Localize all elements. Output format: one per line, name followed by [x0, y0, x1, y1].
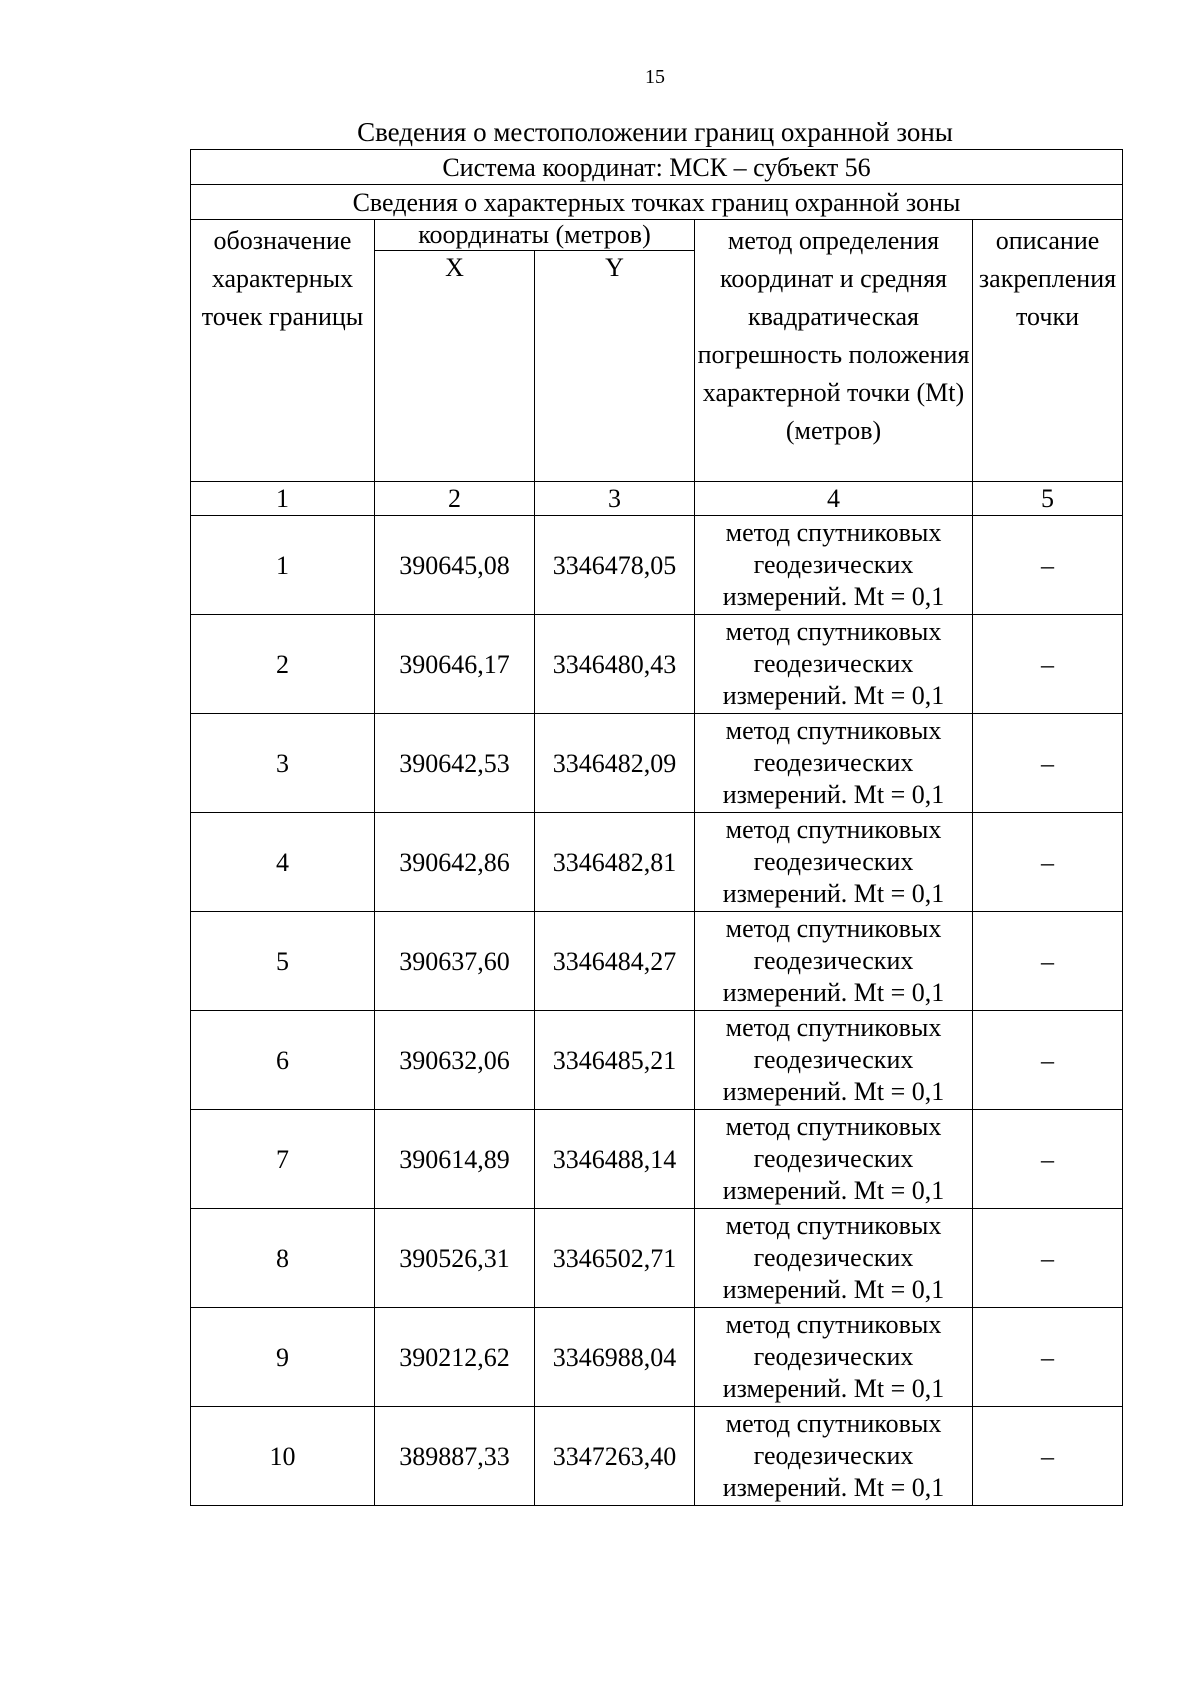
method-cell — [695, 912, 973, 1011]
page-number: 15 — [645, 66, 665, 88]
column-number: 2 — [375, 482, 535, 516]
method-line: измерений. Mt = 0,1 — [722, 1176, 945, 1205]
point-number: 5 — [191, 912, 375, 1011]
column-number: 5 — [973, 482, 1123, 516]
method-cell — [695, 813, 973, 912]
method-line: метод спутниковых — [725, 815, 942, 844]
method-line: измерений. Mt = 0,1 — [722, 1077, 945, 1106]
column-number: 4 — [695, 482, 973, 516]
table-row — [191, 912, 1123, 1011]
y-coordinate: 3346480,43 — [535, 615, 695, 714]
method-line: геодезических — [753, 946, 914, 975]
header-coordinates: координаты (метров) — [375, 220, 695, 251]
x-coordinate: 390614,89 — [375, 1110, 535, 1209]
table-row — [191, 813, 1123, 912]
method-line: измерений. Mt = 0,1 — [722, 582, 945, 611]
description-cell: – — [973, 1209, 1123, 1308]
header-designation: обозначение характерных точек границы — [191, 220, 375, 482]
y-coordinate: 3347263,40 — [535, 1407, 695, 1506]
table-row — [191, 516, 1123, 615]
method-line: метод спутниковых — [725, 1310, 942, 1339]
y-coordinate: 3346485,21 — [535, 1011, 695, 1110]
table-row — [191, 1407, 1123, 1506]
method-line: измерений. Mt = 0,1 — [722, 879, 945, 908]
method-cell — [695, 1011, 973, 1110]
description-cell: – — [973, 1407, 1123, 1506]
method-line: измерений. Mt = 0,1 — [722, 1473, 945, 1502]
point-number: 10 — [191, 1407, 375, 1506]
method-line: метод спутниковых — [725, 1013, 942, 1042]
description-cell: – — [973, 1110, 1123, 1209]
point-number: 9 — [191, 1308, 375, 1407]
section-title-row — [191, 185, 1123, 220]
method-cell — [695, 1308, 973, 1407]
x-coordinate: 389887,33 — [375, 1407, 535, 1506]
table-row — [191, 1308, 1123, 1407]
method-line: метод спутниковых — [725, 1409, 942, 1438]
y-coordinate: 3346502,71 — [535, 1209, 695, 1308]
y-coordinate: 3346482,81 — [535, 813, 695, 912]
method-line: измерений. Mt = 0,1 — [722, 978, 945, 1007]
method-line: геодезических — [753, 1243, 914, 1272]
table-row — [191, 1011, 1123, 1110]
header-x: X — [375, 251, 535, 482]
method-line: геодезических — [753, 748, 914, 777]
point-number: 2 — [191, 615, 375, 714]
method-line: геодезических — [753, 550, 914, 579]
method-line: геодезических — [753, 649, 914, 678]
point-number: 4 — [191, 813, 375, 912]
method-line: измерений. Mt = 0,1 — [722, 681, 945, 710]
boundary-points-table — [190, 149, 1123, 1506]
x-coordinate: 390632,06 — [375, 1011, 535, 1110]
coordinate-system-row — [191, 150, 1123, 185]
x-coordinate: 390642,53 — [375, 714, 535, 813]
y-coordinate: 3346488,14 — [535, 1110, 695, 1209]
method-line: метод спутниковых — [725, 1112, 942, 1141]
method-line: метод спутниковых — [725, 716, 942, 745]
method-line: измерений. Mt = 0,1 — [722, 780, 945, 809]
y-coordinate: 3346482,09 — [535, 714, 695, 813]
x-coordinate: 390637,60 — [375, 912, 535, 1011]
method-cell — [695, 615, 973, 714]
section-title-cell: Сведения о характерных точках границ охранной зоны — [191, 185, 1123, 220]
description-cell: – — [973, 714, 1123, 813]
header-row — [191, 220, 1123, 251]
x-coordinate: 390212,62 — [375, 1308, 535, 1407]
table-row — [191, 615, 1123, 714]
point-number: 8 — [191, 1209, 375, 1308]
method-cell — [695, 1209, 973, 1308]
y-coordinate: 3346478,05 — [535, 516, 695, 615]
table-row — [191, 714, 1123, 813]
method-line: геодезических — [753, 847, 914, 876]
method-line: геодезических — [753, 1045, 914, 1074]
document-title: Сведения о местоположении границ охранной зоны — [357, 117, 953, 147]
column-number: 1 — [191, 482, 375, 516]
coordinate-system-cell: Система координат: МСК – субъект 56 — [191, 150, 1123, 185]
description-cell: – — [973, 813, 1123, 912]
point-number: 3 — [191, 714, 375, 813]
point-number: 7 — [191, 1110, 375, 1209]
y-coordinate: 3346484,27 — [535, 912, 695, 1011]
y-coordinate: 3346988,04 — [535, 1308, 695, 1407]
description-cell: – — [973, 1011, 1123, 1110]
x-coordinate: 390642,86 — [375, 813, 535, 912]
method-cell — [695, 714, 973, 813]
description-cell: – — [973, 1308, 1123, 1407]
method-cell — [695, 1407, 973, 1506]
x-coordinate: 390646,17 — [375, 615, 535, 714]
method-line: метод спутниковых — [725, 1211, 942, 1240]
point-number: 1 — [191, 516, 375, 615]
column-number: 3 — [535, 482, 695, 516]
x-coordinate: 390645,08 — [375, 516, 535, 615]
method-line: метод спутниковых — [725, 518, 942, 547]
header-method: метод определения координат и средняя квадратическая погрешность положения характерной точки (Mt) (метров) — [695, 220, 973, 482]
point-number: 6 — [191, 1011, 375, 1110]
table-row — [191, 1209, 1123, 1308]
method-line: метод спутниковых — [725, 914, 942, 943]
method-cell — [695, 516, 973, 615]
method-line: геодезических — [753, 1441, 914, 1470]
column-number-row — [191, 482, 1123, 516]
header-description: описание закрепления точки — [973, 220, 1123, 482]
description-cell: – — [973, 516, 1123, 615]
method-line: метод спутниковых — [725, 617, 942, 646]
method-line: геодезических — [753, 1342, 914, 1371]
x-coordinate: 390526,31 — [375, 1209, 535, 1308]
description-cell: – — [973, 615, 1123, 714]
description-cell: – — [973, 912, 1123, 1011]
method-line: измерений. Mt = 0,1 — [722, 1374, 945, 1403]
table-row — [191, 1110, 1123, 1209]
method-cell — [695, 1110, 973, 1209]
header-y: Y — [535, 251, 695, 482]
method-line: измерений. Mt = 0,1 — [722, 1275, 945, 1304]
method-line: геодезических — [753, 1144, 914, 1173]
